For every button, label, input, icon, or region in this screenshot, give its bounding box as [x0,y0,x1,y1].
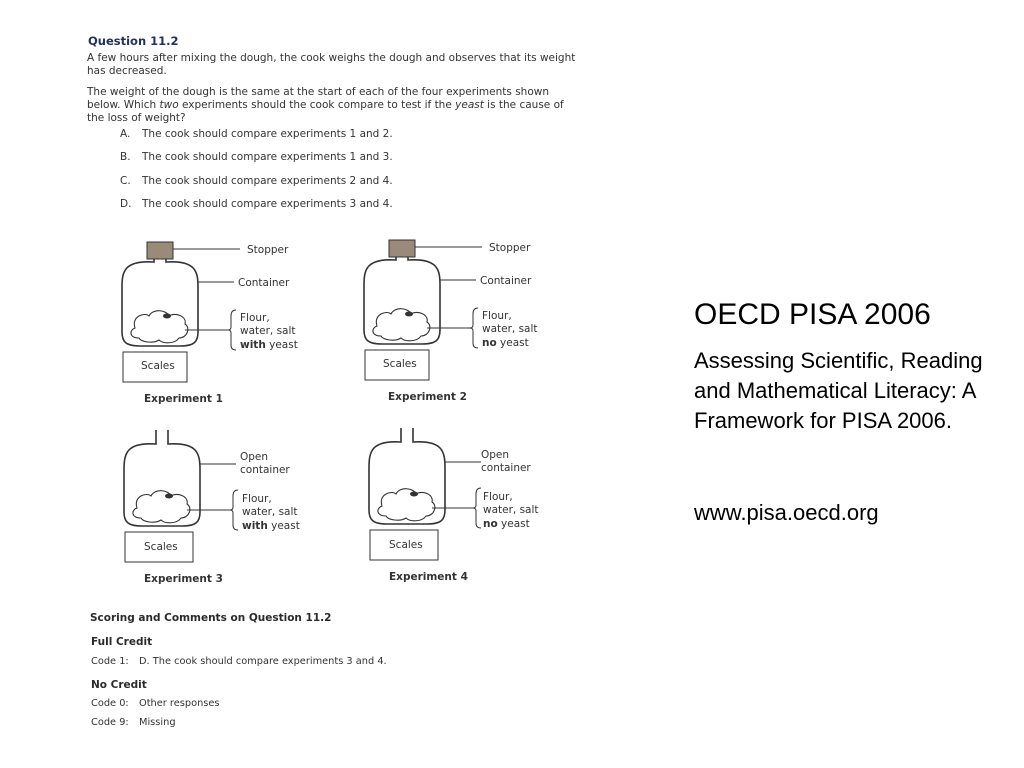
yeast-line [242,520,300,532]
dough-icon [133,491,190,523]
side-panel [694,296,994,528]
option-letter: C. [120,175,131,187]
option-text: The cook should compare experiments 1 and 2. [142,128,393,140]
stopper-icon [147,242,173,259]
question-intro: A few hours after mixing the dough, the cook weighs the dough and observes that its weight has decreased. [87,52,576,77]
code-text: D. The cook should compare experiments 3 and 4. [139,656,387,667]
question-title: Question 11.2 [88,34,179,48]
contents-line-2: water, salt [483,504,539,516]
yeast-suffix: yeast [265,339,298,351]
yeast-line [482,337,529,349]
contents-line-1: Flour, [482,310,512,322]
side-title: OECD PISA 2006 [694,298,931,331]
prompt-part-2: experiments should the cook compare to test if the [178,99,456,111]
prompt-emphasis-yeast: yeast [455,99,484,111]
experiment-4 [369,428,539,583]
experiment-label: Experiment 3 [144,573,223,585]
contents-line-2: water, salt [240,325,296,337]
yeast-word: no [482,337,497,349]
question-prompt [87,86,577,125]
option-text: The cook should compare experiments 2 and 4. [142,175,393,187]
container-label-1: Open [481,449,510,461]
container-label: Container [480,275,532,287]
code-9-row [91,717,176,728]
scoring-title: Scoring and Comments on Question 11.2 [90,612,332,624]
code-label: Code 9: [91,717,129,728]
code-text: Other responses [139,698,220,709]
code-text: Missing [139,717,176,728]
stopper-label: Stopper [247,244,289,256]
contents-line-2: water, salt [242,506,298,518]
contents-line-1: Flour, [483,491,513,503]
stopper-icon [389,240,415,257]
contents-line-1: Flour, [240,312,270,324]
no-credit-heading: No Credit [91,679,147,691]
option-c [120,175,393,187]
dough-icon [373,309,430,341]
side-description: Assessing Scientific, Reading and Mathematical Literacy: A Framework for PISA 2006. [694,348,983,433]
scales-label: Scales [141,360,175,372]
scales-label: Scales [389,539,423,551]
yeast-word: with [240,339,266,351]
yeast-word: with [242,520,268,532]
experiment-2 [364,240,538,403]
scales-label: Scales [383,358,417,370]
stopper-label: Stopper [489,242,531,254]
container-label-2: container [481,462,531,474]
option-text: The cook should compare experiments 1 and 3. [142,151,393,163]
scales-label: Scales [144,541,178,553]
option-b [120,151,393,163]
experiments-diagram [110,232,550,592]
option-text: The cook should compare experiments 3 and 4. [142,198,393,210]
experiment-3 [124,430,300,585]
dough-icon [378,489,435,521]
source-url-link[interactable]: www.pisa.oecd.org [694,500,879,525]
option-letter: B. [120,151,131,163]
yeast-line [240,339,298,351]
code-label: Code 1: [91,656,129,667]
container-label: Container [238,277,290,289]
code-1-row [91,656,387,667]
code-0-row [91,698,220,709]
experiment-label: Experiment 4 [389,571,468,583]
yeast-suffix: yeast [267,520,300,532]
yeast-suffix: yeast [497,518,530,530]
contents-line-1: Flour, [242,493,272,505]
option-letter: A. [120,128,131,140]
prompt-part-3: is the cause of the loss of weight? [87,99,564,124]
experiment-1 [122,242,298,405]
experiment-label: Experiment 2 [388,391,467,403]
code-label: Code 0: [91,698,129,709]
yeast-suffix: yeast [496,337,529,349]
container-label-2: container [240,464,290,476]
contents-line-2: water, salt [482,323,538,335]
full-credit-heading: Full Credit [91,636,153,648]
experiment-label: Experiment 1 [144,393,223,405]
yeast-word: no [483,518,498,530]
prompt-emphasis-two: two [159,99,179,111]
prompt-part-1: The weight of the dough is the same at the start of each of the four experiments shown below. Which [87,86,549,111]
option-d [120,198,393,210]
dough-icon [131,311,188,343]
option-a [120,128,393,140]
yeast-line [483,518,530,530]
container-label-1: Open [240,451,269,463]
option-letter: D. [120,198,132,210]
